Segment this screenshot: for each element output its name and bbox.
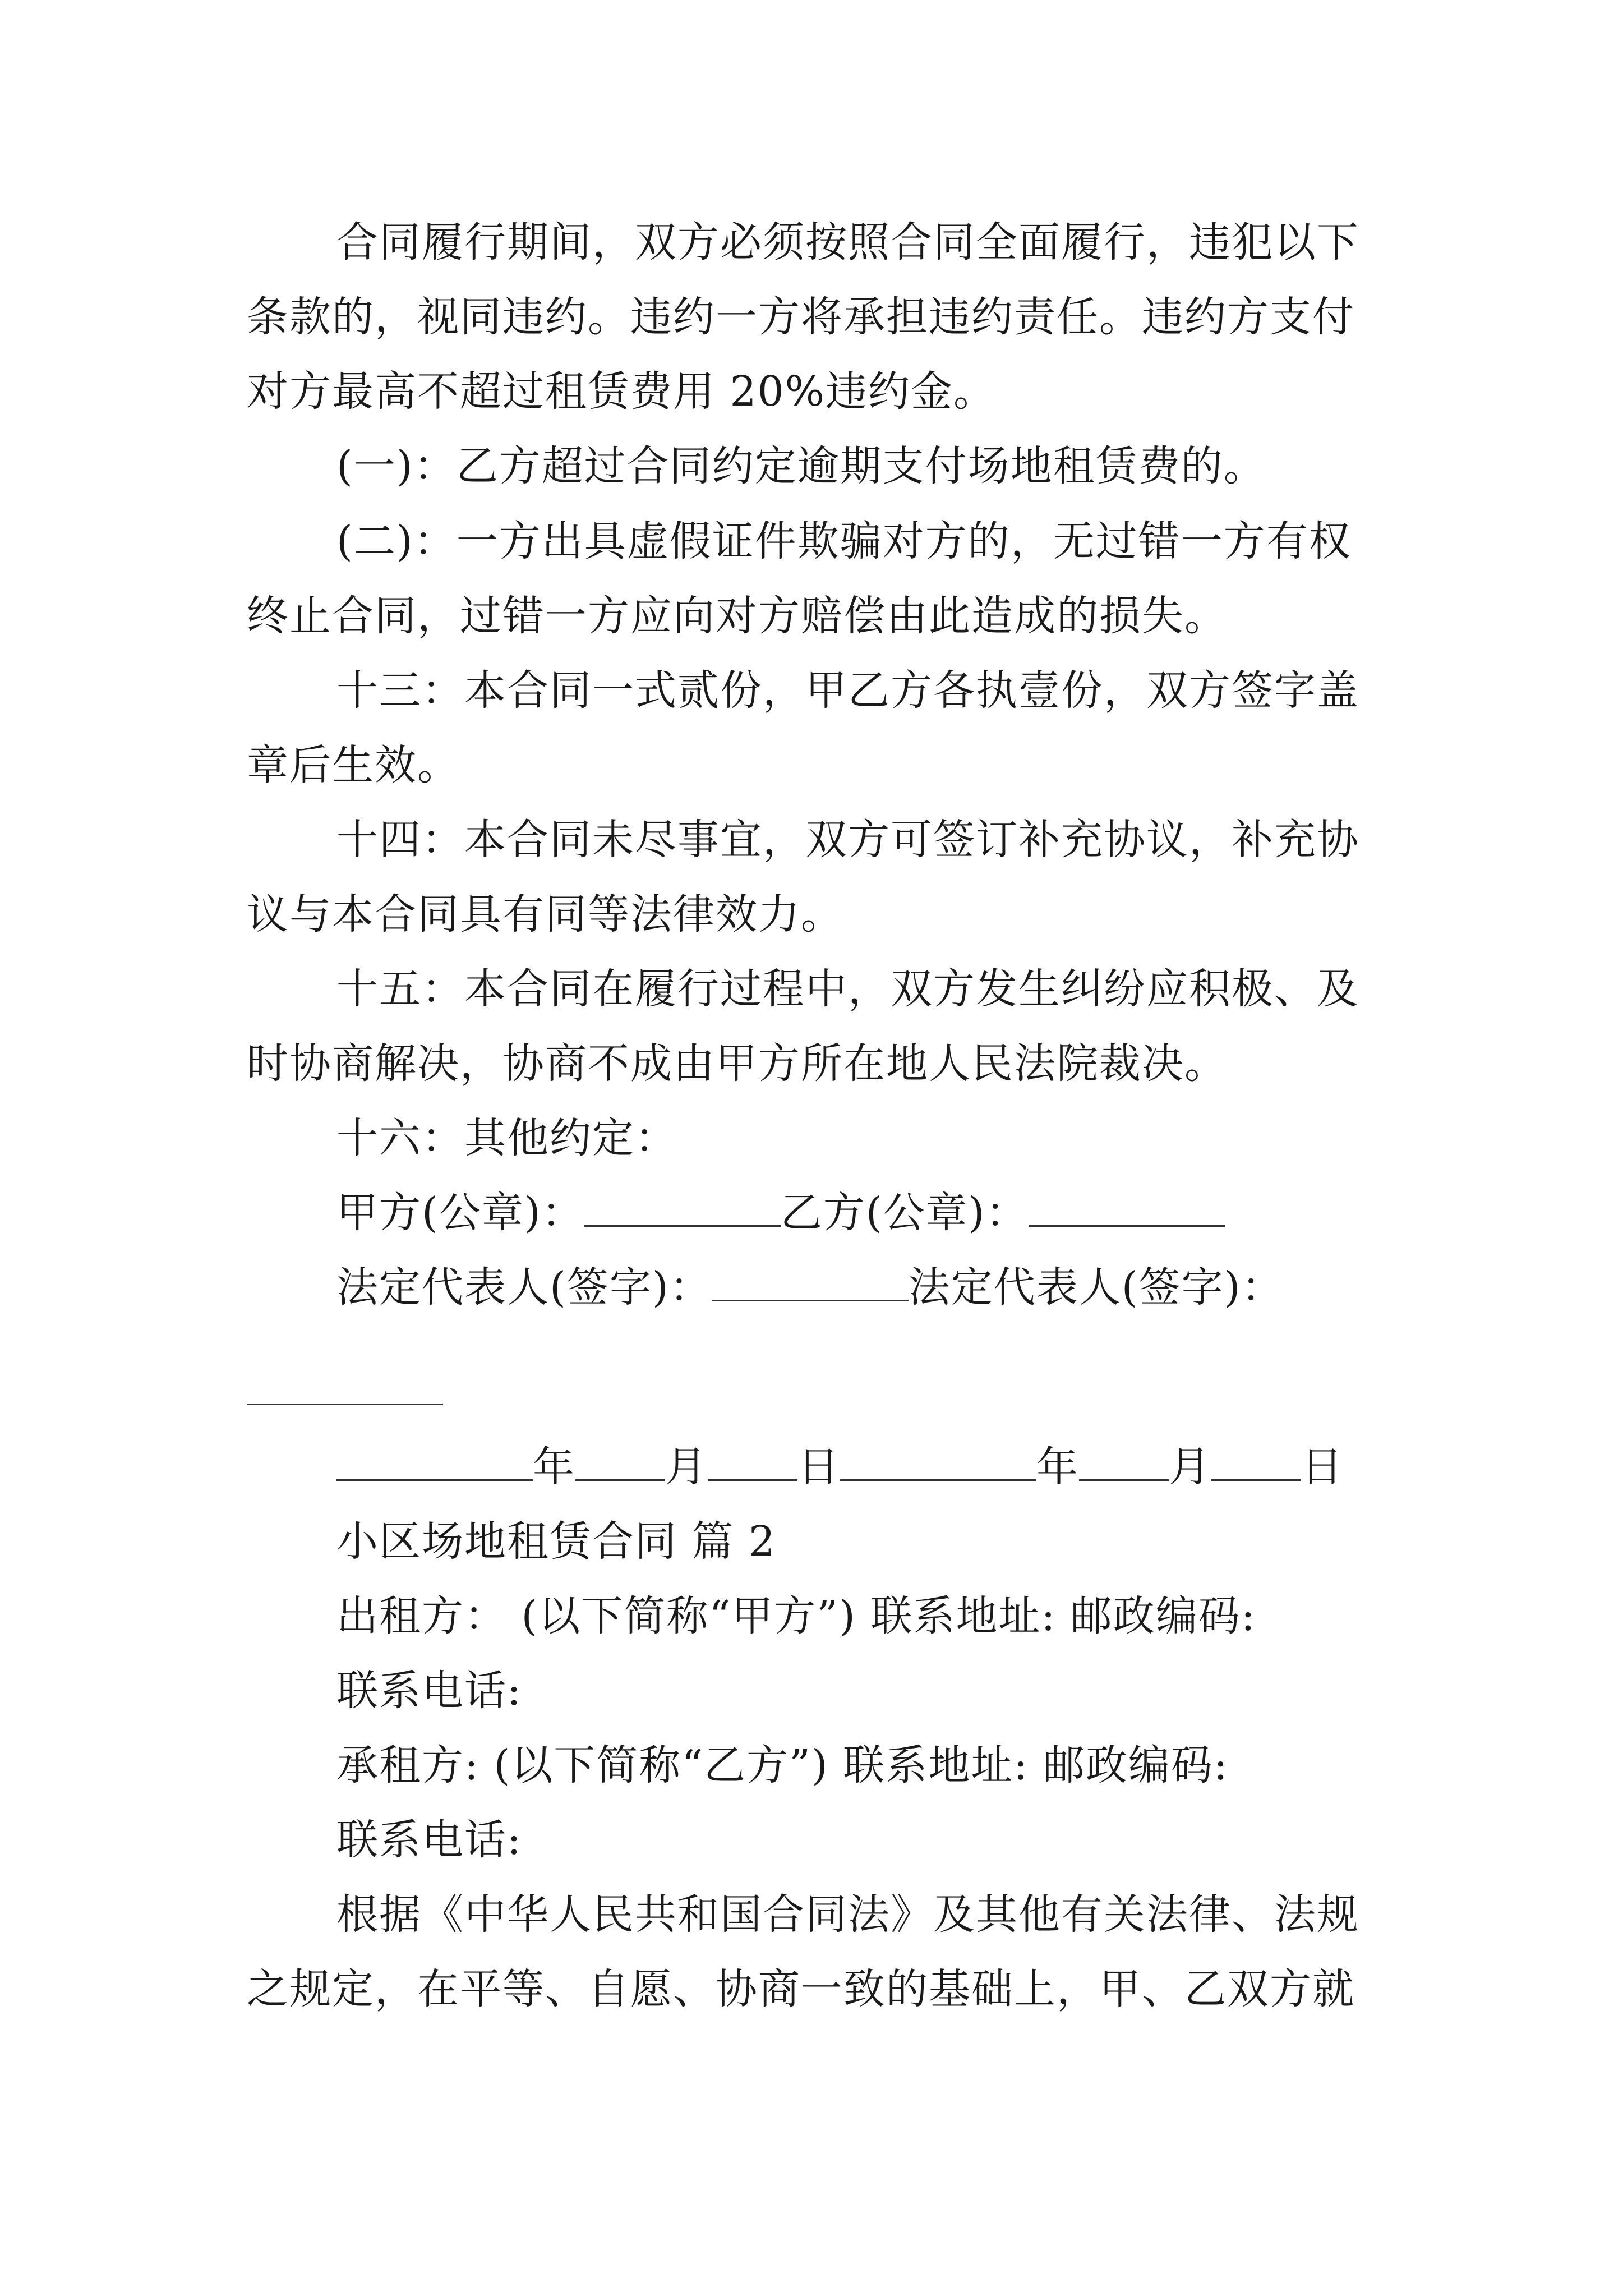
year-label: 年 <box>533 1443 575 1491</box>
paragraph-line: 终止合同，过错一方应向对方赔偿由此造成的损失。 <box>247 592 1227 640</box>
day-label: 日 <box>797 1443 840 1491</box>
clause-15: 十五：本合同在履行过程中，双方发生纠纷应积极、及 <box>336 965 1359 1013</box>
day-blank <box>1211 1440 1301 1481</box>
year-label: 年 <box>1036 1443 1079 1491</box>
lessor-line: 出租方： (以下简称“甲方”) 联系地址: 邮政编码: <box>336 1592 1256 1640</box>
paragraph-line: 章后生效。 <box>247 741 460 789</box>
paragraph-line: 时协商解决，协商不成由甲方所在地人民法院裁决。 <box>247 1039 1227 1088</box>
clause-14: 十四：本合同未尽事宜，双方可签订补充协议，补充协 <box>336 816 1359 864</box>
lessee-line: 承租方: (以下简称“乙方”) 联系地址: 邮政编码: <box>336 1741 1229 1789</box>
date-line <box>336 1439 1344 1495</box>
clause-item-2: (二)：一方出具虚假证件欺骗对方的，无过错一方有权 <box>336 517 1352 565</box>
party-a-seal-blank <box>584 1186 781 1227</box>
clause-item-1: (一)：乙方超过合同约定逾期支付场地租赁费的。 <box>336 442 1266 490</box>
party-a-seal-label: 甲方(公章)： <box>336 1189 584 1237</box>
representative-line <box>336 1259 1284 1315</box>
lessee-phone: 联系电话: <box>336 1816 522 1864</box>
basis-paragraph: 根据《中华人民共和国合同法》及其他有关法律、法规 <box>336 1890 1359 1939</box>
paragraph-line: 合同履行期间，双方必须按照合同全面履行，违犯以下 <box>336 218 1359 266</box>
day-label: 日 <box>1301 1443 1344 1491</box>
year-blank <box>336 1440 533 1481</box>
month-label: 月 <box>1169 1443 1211 1491</box>
clause-13: 十三：本合同一式贰份，甲乙方各执壹份，双方签字盖 <box>336 666 1359 715</box>
seal-line <box>336 1185 1225 1241</box>
paragraph-line: 对方最高不超过租赁费用 20%违约金。 <box>247 367 996 416</box>
paragraph-line: 议与本合同具有同等法律效力。 <box>247 890 843 938</box>
party-b-seal-label: 乙方(公章)： <box>780 1189 1029 1237</box>
party-a-rep-label: 法定代表人(签字)： <box>336 1263 712 1312</box>
year-blank <box>840 1440 1036 1481</box>
month-blank <box>1079 1440 1169 1481</box>
paragraph-line: 之规定，在平等、自愿、协商一致的基础上，甲、乙双方就 <box>247 1965 1355 2013</box>
month-label: 月 <box>665 1443 708 1491</box>
paragraph-line: 条款的，视同违约。违约一方将承担违约责任。违约方支付 <box>247 293 1355 341</box>
party-b-rep-blank <box>247 1404 443 1405</box>
clause-16: 十六：其他约定： <box>336 1114 677 1162</box>
day-blank <box>708 1440 797 1481</box>
party-b-seal-blank <box>1029 1186 1225 1227</box>
party-a-rep-blank <box>712 1260 909 1301</box>
section-heading: 小区场地租赁合同 篇 2 <box>336 1517 777 1566</box>
month-blank <box>575 1440 665 1481</box>
lessor-phone: 联系电话: <box>336 1667 522 1715</box>
party-b-rep-label: 法定代表人(签字)： <box>908 1263 1284 1312</box>
